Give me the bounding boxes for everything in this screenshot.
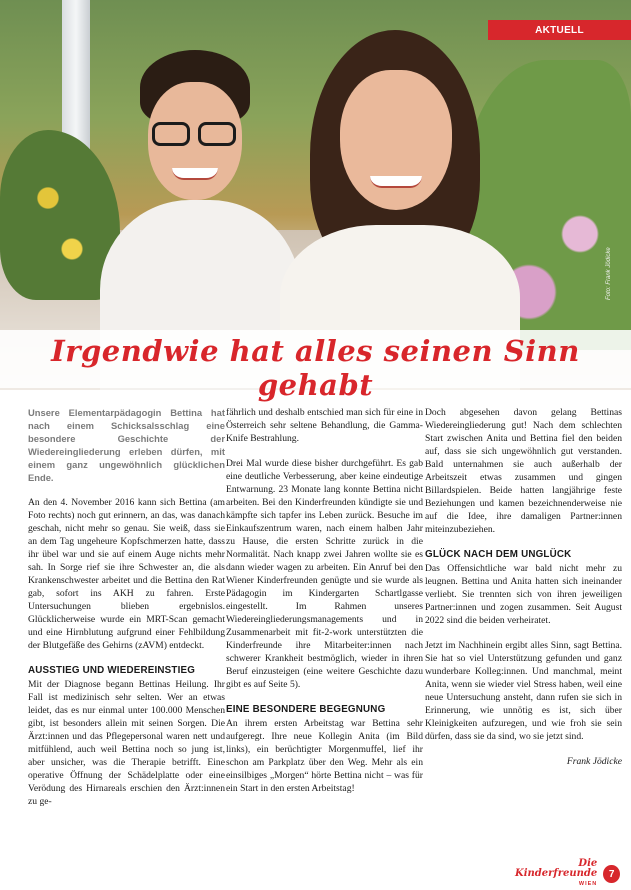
page-footer <box>500 858 620 887</box>
section-heading: EINE BESONDERE BEGEGNUNG <box>226 704 386 715</box>
article-paragraph: Drei Mal wurde diese bisher durchgeführt. Es gab eine deutliche Verbesserung, aber keine eindeutige Entwarnung. 23 Monate lang konnte Bettina nicht arbeiten. Bei den Kinderfreunden kündigte sie und kämpfte sich tapfer ins Leben zurück. Besuche im Einkaufszentrum waren, nach einem halben Jahr zu Hause, die ersten Schritte zurück in die Normalität. Nach knapp zwei Jahren wollte sie es dann wieder wagen zu arbeiten. Ein Anruf bei den Wiener Kinderfreunden genügte und sie wurde als Pädagogin im Kindergarten Schartlgasse eingestellt. Im Rahmen unseres Wiedereingliederungsmanagements und in Zusammenarbeit mit fit-2-work unterstützten die Kinderfreunde ihre Mitarbeiter:innen nach schwerer Krankheit bestmöglich, wieder in ihren Beruf einzusteigen (eine weitere Geschichte dazu gibt es auf Seite 5). <box>226 458 423 690</box>
section-tag: AKTUELL <box>488 20 631 40</box>
article-column-3 <box>425 406 622 768</box>
photo-credit: Foto: Frank Jödicke <box>606 247 612 300</box>
article-paragraph: fährlich und deshalb entschied man sich für eine in Österreich sehr seltene Behandlung, die Gamma-Knife Bestrahlung. <box>226 407 423 444</box>
article-paragraph: Doch abgesehen davon gelang Bettinas Wiedereingliederung gut! Nach dem schlechten Start zwischen Anita und Bettina fiel den beiden auf, dass sie sich ungewöhnlich gut verstanden. Bald unternahmen sie auch außerhalb der Arbeitszeit etwas zusammen und gingen Billardspielen. Beide hatten langjährige feste Beziehungen und kamen bezeichnenderweise nie auf die Idee, ihre damaligen Partner:innen miteinzubeziehen. <box>425 407 622 535</box>
brand-name: Die Kinderfreunde <box>515 858 598 879</box>
article-paragraph: Jetzt im Nachhinein ergibt alles Sinn, sagt Bettina. Sie hat so viel Unterstützung gefunden und ganz wunderbare Kolleg:innen. Und manchmal, meint Anita, wenn sie wieder viel Stress haben, weil eine neue Untersuchung ansteht, dann rufen sie sich in Erinnerung, wie unnötig es ist, sich über Kleinigkeiten aufzuregen, und wie froh sie sein dürfen, dass sie da sind, wo sie jetzt sind. <box>425 640 622 742</box>
page-number: 7 <box>603 865 620 883</box>
article-lead: Unsere Elementarpädagogin Bettina hat nach einem Schicksalsschlag eine besondere Geschichte der Wiedereingliederung erleben dürfen, mit einem ganz ungewöhnlich glücklichen Ende. <box>28 407 225 483</box>
article-column-1 <box>28 406 225 820</box>
article-column-2 <box>226 406 423 807</box>
glasses-icon <box>152 122 238 148</box>
brand-logo <box>500 859 597 889</box>
brand-city: WIEN <box>578 881 598 887</box>
article-paragraph: Mit der Diagnose begann Bettinas Heilung. Ihr Fall ist medizinisch sehr selten. Wer an etwas leidet, das es nur einmal unter 100.000 Menschen gibt, ist besonders allein mit seinen Sorgen. Die Ärzt:innen und das Pflegepersonal waren nett und mitfühlend, auch weil Bettina noch so jung ist, aber unsicher, was die Therapie betrifft. Eine operative Öffnung der Schädelplatte oder eine Verödung des Hirnareals erschien den Ärzt:innen zu ge- <box>28 679 225 807</box>
page-title: Irgendwie hat alles seinen Sinn gehabt <box>51 334 580 402</box>
section-heading: AUSSTIEG UND WIEDEREINSTIEG <box>28 665 196 676</box>
article-paragraph: Das Offensichtliche war bald nicht mehr zu leugnen. Bettina und Anita hatten sich ineinander verliebt. Sie trennten sich von ihren jeweiligen Partner:innen und zogen zusammen. Seit August 2022 sind die beiden verheiratet. <box>425 563 622 626</box>
section-heading: GLÜCK NACH DEM UNGLÜCK <box>425 549 572 560</box>
article-paragraph: An den 4. November 2016 kann sich Bettina (am Foto rechts) noch gut erinnern, an das, was danach geschah, nicht mehr so genau. Sie weiß, dass sie an dem Tag ungeheure Kopfschmerzen hatte, dass ihr übel war und sie auf einem Auge nichts mehr sah. In Sorge rief sie ihre Schwester an, die als Krankenschwester arbeitet und die Bettina den Rat gab, sofort ins AKH zu fahren. Erste Untersuchungen blieben ergebnislos. Glücklicherweise wurde ein MRT-Scan gemacht und eine Hirnblutung aufgrund einer Fehlbildung der Blutgefäße des Gehirns (zAVM) entdeckt. <box>28 497 225 651</box>
author-signature: Frank Jödicke <box>566 756 622 767</box>
article-paragraph: An ihrem ersten Arbeitstag war Bettina sehr aufgeregt. Ihre neue Kollegin Anita (im Bild links), ein berüchtigter Morgenmuffel, lief ihr schon am Parkplatz über den Weg. Mehr als ein einsilbiges „Morgen“ hörte Bettina nicht – was für ein Start in den ersten Arbeitstag! <box>226 718 423 794</box>
